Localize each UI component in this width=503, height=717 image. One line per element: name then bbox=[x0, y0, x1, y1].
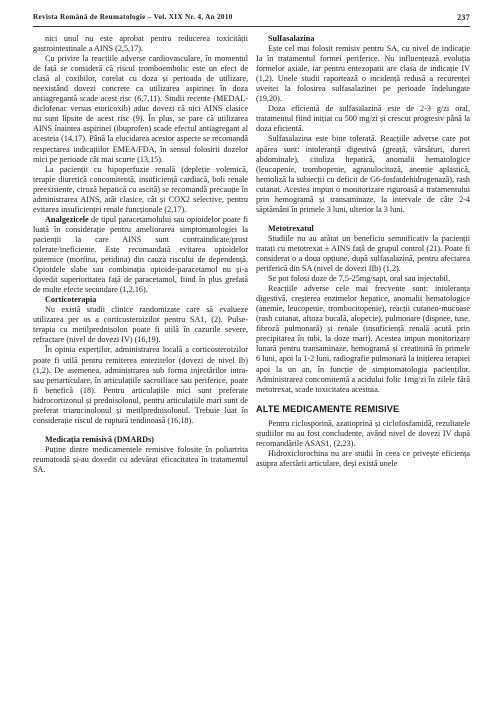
paragraph: nici unul nu este aprobat pentru reducerea toxicității gastrointestinale a AINS (2,5,17). bbox=[33, 34, 248, 54]
page-number: 237 bbox=[457, 13, 470, 22]
subheading: Medicația remisivă (DMARDs) bbox=[45, 434, 154, 444]
subheading: Metotrexatul bbox=[268, 223, 314, 233]
left-column bbox=[33, 34, 248, 475]
subheading: Corticoterapia bbox=[45, 295, 97, 305]
subheading: Sulfasalazina bbox=[268, 34, 315, 43]
paragraph: Sulfasalazina este bine tolerată. Reacțiile adverse care pot apărea sunt: intoleranță digestivă (greață, vărsături, dureri abdominale), citoliza hepatică, anomalii hematologice (leucopenie, trombopenie, agranulocitoză, anemie aplastică, hemoliză la subiecții cu deficit de G6-fosfatdehidrogenază), rash cutanat. Acestea impun o monitorizare riguroasă a tratamentului prin hemogramă și transaminaze, la intervale de câte 2-4 săptămâni în primele 3 luni, ulterior la 3 luni. bbox=[256, 134, 470, 214]
paragraph-text: de tipul paracetamolului sau opioidelor poate fi luată în considerație pentru ameliorarea simptomatologiei la pacienții la care AINS sunt contraindicate/prost tolerate/ineficiente. Este recomandată evitarea opioidelor puternice (morfina, petidina) din cauza riscului de dependență. Opioidele slabe sau combinația opioide-paracetamol nu și-a dovedit superioritatea față de paracetamol, fiind în plus grefată de multe efecte secundare (1,2,16). bbox=[33, 214, 248, 295]
run-in-heading: Analgezicele bbox=[45, 214, 89, 224]
journal-title: Revista Română de Reumatologie – Vol. XIX Nr. 4, An 2010 bbox=[33, 13, 233, 21]
paragraph: Nu există studii clinice randomizate care să evalueze utilizarea per os a corticosteroizilor pentru SA1, (2). Pulse-terapia cu metilprednisolon poate fi utilă în cazurile severe, refractare (nivel de dovezi IV) (16,19). bbox=[33, 305, 248, 345]
paragraph: În opinia experților, administrarea locală a corticosteroizilor poate fi utilă pentru remiterea entezitelor (dovezi de nivel Ib) (1,2). De asemenea, administrarea sub forma injectărilor intra- sau periarticulare, în articulațiile sacroiliace sau periferice, poate fi benefică (18). Pentru articulațiile mici sunt preferate hidrocortizonul și prednisolonul, pentru articulațiile mari sunt de preferat triamcinolonul și metilprednisolonul. Trebuie luat în considerație riscul de ruptură tendinoasă (16,18). bbox=[33, 345, 248, 425]
right-column bbox=[256, 34, 470, 469]
paragraph: La pacienții cu hipoperfuzie renală (depleție volemică, terapie diuretică concomitentă, insuficiență cardiacă, boli renale preexistente, ciroză hepatică cu ascită) se recomandă precauție în administrarea AINS, atât clasice, cât și COX2 selective, pentru evitarea insuficienței renale funcționale (2,17). bbox=[33, 164, 248, 214]
paragraph: Se pot folosi doze de 7,5-25mg/sapt, oral sau injectabil. bbox=[268, 274, 451, 284]
paragraph: Doza eficientă de sulfasalazină este de 2-3 g/zi oral, tratamentul fiind inițiat cu 500 mg/zi și crescut progresiv până la doza eficientă. bbox=[256, 104, 470, 134]
paragraph: Reacțiile adverse cele mai frecvente sunt: intoleranța digestivă, creșterea enzimelor hepatice, anomalii hematologice (anemie, leucopenie, trombocitopenie), reacții cutaneo-mucoase (rash cutanat, aftoza bucală, alopecie), pulmonare (dispnee, tuse, fibroză pulmonară) și renale (insuficiență renală acută prin precipitarea în tubi, la doze mari). Acestea impun monitorizare lunară pentru transaminaze, hemogramă și creatinină în primele 6 luni, apoi la 1-2 luni, radiografie pulmonară la inițierea terapiei apoi la un an, în funcție de simptomatologia pacienților. Administrarea concomitentă a acidului folic 1mg/zi în zilele fără metotrexat, scade toxicitatea acestuia. bbox=[256, 284, 470, 394]
paragraph: Puține dintre medicamentele remisive folosite în poliartrita reumatoidă și-au dovedit cu adevărat eficacitatea în tratamentul SA. bbox=[33, 444, 248, 474]
paragraph: Este cel mai folosit remisiv pentru SA, cu nivel de indicație Ia în tratamentul formei periferice. Nu influențează evoluția formelor axiale, iar pentru entezopatii are clasa de indicație IV (1,2). Unele studii raportează o incidență redusă a recurenței uveitei la folosirea sulfasalazinei pe perioade îndelungate (19,20). bbox=[256, 44, 470, 104]
paragraph bbox=[33, 215, 248, 295]
running-header bbox=[33, 13, 470, 25]
section-heading: ALTE MEDICAMENTE REMISIVE bbox=[256, 403, 400, 414]
paragraph: Cu privire la reacțiile adverse cardiovasculare, în momentul de față se consideră că riscul tromboembolic este un efect de clasă al coxibilor, corelat cu doza și perioada de utilizare, neexistând dovezi concrete ca utilizarea aspirinei în doza antiagregantă scade acest risc (6,7,11). Studii recente (MEDAL-diclofenac versus etoricoxib) aduc dovezi că nici AINS clasice nu sunt lipsite de acest risc (9). În plus, se pare că utilizarea AINS înaintea aspirinei (ibuprofen) scade efectul antiagregant al acesteia (14,17). Până la elucidarea acestor aspecte se recomandă respectarea indicațiilor EMEA/FDA, în sensul folosirii dozelor mici pe perioade cât mai scurte (13,15). bbox=[33, 54, 248, 164]
paragraph: Hidroxiclorochina nu are studii în ceea ce privește eficiența asupra afectării articulare, deși există unele bbox=[256, 448, 470, 468]
header-rule bbox=[33, 26, 470, 27]
paragraph: Studiile nu au arătat un beneficiu semnificativ la pacienții tratați cu metotrexat ± AINS față de grupul control (21). Poate fi considerat o a doua opțiune, după sulfasalazină, pentru afectarea periferică din SA (nivel de dovezi IIb) (1,2). bbox=[256, 233, 470, 274]
paragraph: Pentru ciclosporină, azatioprină și ciclofosfamidă, rezultatele studiilor nu au fost concludente, având nivel de dovezi IV după recomandările ASAS1, (2,23). bbox=[256, 418, 470, 448]
